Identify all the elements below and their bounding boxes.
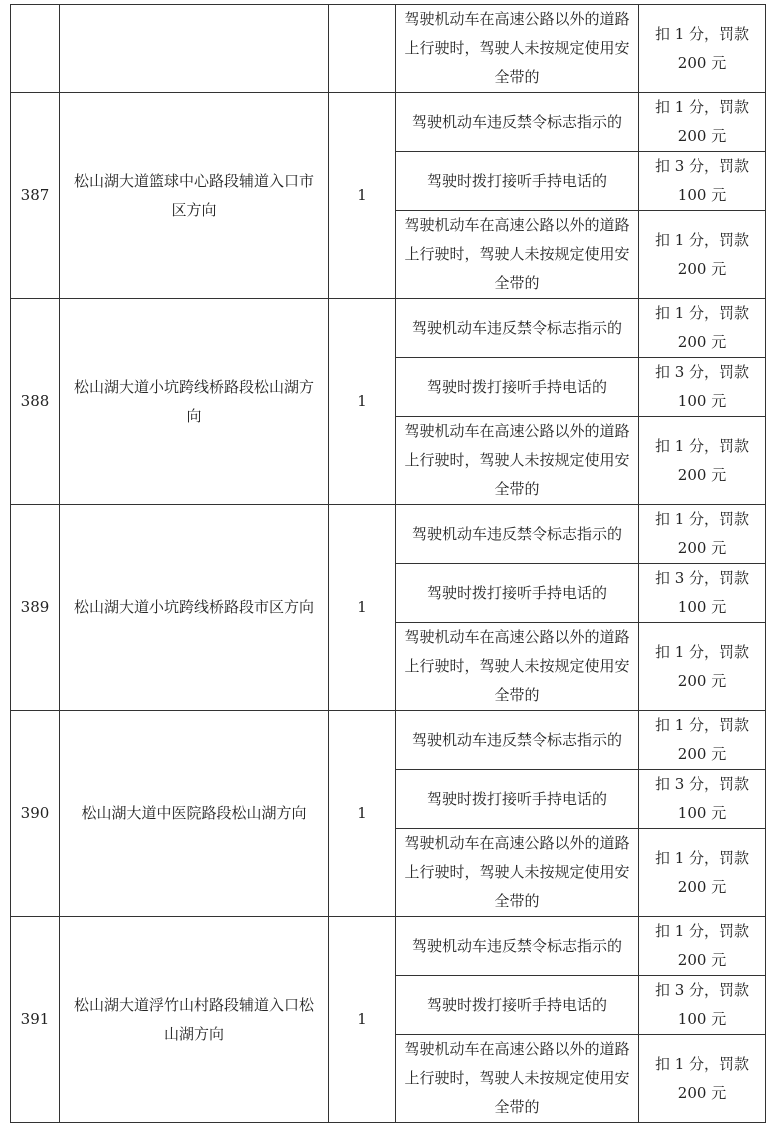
- count-cell: 1: [329, 711, 396, 917]
- penalty-cell: [639, 505, 766, 564]
- behavior-text: 驾驶机动车违反禁令标志指示的: [411, 112, 622, 131]
- penalty-text: 扣 3 分，罚款 100 元: [654, 981, 750, 1028]
- behavior-cell: [396, 829, 639, 917]
- behavior-cell: [396, 152, 639, 211]
- count-cell: 1: [329, 299, 396, 505]
- penalty-cell: [639, 5, 766, 93]
- count-cell: 1: [329, 505, 396, 711]
- violation-table: [10, 4, 766, 1123]
- penalty-cell: [639, 299, 766, 358]
- table-row: [11, 93, 766, 152]
- behavior-text: 驾驶时拨打接听手持电话的: [426, 789, 607, 808]
- behavior-text: 驾驶机动车在高速公路以外的道路上行驶时，驾驶人未按规定使用安全带的: [404, 834, 630, 910]
- penalty-text: 扣 3 分，罚款 100 元: [654, 363, 750, 410]
- behavior-text: 驾驶时拨打接听手持电话的: [426, 583, 607, 602]
- behavior-cell: [396, 623, 639, 711]
- location-cell: [60, 93, 329, 299]
- location-cell: [60, 5, 329, 93]
- penalty-cell: [639, 152, 766, 211]
- behavior-cell: [396, 5, 639, 93]
- penalty-cell: [639, 976, 766, 1035]
- behavior-cell: [396, 417, 639, 505]
- serial-number-cell: 391: [11, 917, 60, 1123]
- serial-number-cell: 388: [11, 299, 60, 505]
- location-cell: [60, 299, 329, 505]
- penalty-cell: [639, 711, 766, 770]
- penalty-cell: [639, 829, 766, 917]
- behavior-text: 驾驶时拨打接听手持电话的: [426, 995, 607, 1014]
- penalty-cell: [639, 93, 766, 152]
- table-row: [11, 917, 766, 976]
- penalty-text: 扣 1 分，罚款 200 元: [654, 1054, 750, 1102]
- table-row: [11, 711, 766, 770]
- penalty-text: 扣 1 分，罚款 200 元: [654, 848, 750, 896]
- behavior-text: 驾驶机动车违反禁令标志指示的: [411, 936, 622, 955]
- location-cell: [60, 917, 329, 1123]
- location-cell: [60, 711, 329, 917]
- behavior-cell: [396, 211, 639, 299]
- penalty-text: 扣 1 分，罚款 200 元: [654, 716, 750, 763]
- behavior-text: 驾驶机动车在高速公路以外的道路上行驶时，驾驶人未按规定使用安全带的: [404, 10, 630, 86]
- penalty-cell: [639, 1035, 766, 1123]
- location-text: 松山湖大道篮球中心路段辅道入口市区方向: [74, 171, 315, 219]
- behavior-cell: [396, 358, 639, 417]
- behavior-text: 驾驶机动车违反禁令标志指示的: [411, 524, 622, 543]
- penalty-text: 扣 1 分，罚款 200 元: [654, 510, 750, 557]
- location-text: 松山湖大道浮竹山村路段辅道入口松山湖方向: [74, 995, 315, 1043]
- behavior-text: 驾驶时拨打接听手持电话的: [426, 171, 607, 190]
- serial-number-cell: 387: [11, 93, 60, 299]
- table-row: [11, 299, 766, 358]
- location-cell: [60, 505, 329, 711]
- penalty-cell: [639, 417, 766, 505]
- penalty-cell: [639, 623, 766, 711]
- count-cell: [329, 5, 396, 93]
- behavior-cell: [396, 505, 639, 564]
- penalty-text: 扣 3 分，罚款 100 元: [654, 569, 750, 616]
- behavior-cell: [396, 564, 639, 623]
- serial-number-cell: 389: [11, 505, 60, 711]
- location-text: 松山湖大道小坑跨线桥路段市区方向: [74, 598, 315, 616]
- behavior-text: 驾驶机动车在高速公路以外的道路上行驶时，驾驶人未按规定使用安全带的: [404, 1040, 630, 1116]
- penalty-cell: [639, 770, 766, 829]
- behavior-cell: [396, 917, 639, 976]
- behavior-cell: [396, 711, 639, 770]
- serial-number-cell: 390: [11, 711, 60, 917]
- penalty-text: 扣 3 分，罚款 100 元: [654, 775, 750, 822]
- behavior-cell: [396, 1035, 639, 1123]
- count-cell: 1: [329, 917, 396, 1123]
- behavior-text: 驾驶机动车在高速公路以外的道路上行驶时，驾驶人未按规定使用安全带的: [404, 628, 630, 704]
- behavior-text: 驾驶机动车在高速公路以外的道路上行驶时，驾驶人未按规定使用安全带的: [404, 216, 630, 292]
- behavior-text: 驾驶时拨打接听手持电话的: [426, 377, 607, 396]
- penalty-text: 扣 1 分，罚款 200 元: [654, 642, 750, 690]
- behavior-cell: [396, 299, 639, 358]
- penalty-cell: [639, 211, 766, 299]
- penalty-cell: [639, 358, 766, 417]
- penalty-text: 扣 1 分，罚款 200 元: [654, 98, 750, 145]
- table-row: [11, 5, 766, 93]
- table-row: [11, 505, 766, 564]
- penalty-text: 扣 1 分，罚款 200 元: [654, 304, 750, 351]
- penalty-text: 扣 1 分，罚款 200 元: [654, 436, 750, 484]
- serial-number-cell: [11, 5, 60, 93]
- penalty-text: 扣 1 分，罚款 200 元: [654, 24, 750, 72]
- behavior-cell: [396, 93, 639, 152]
- behavior-cell: [396, 770, 639, 829]
- count-cell: 1: [329, 93, 396, 299]
- location-text: 松山湖大道小坑跨线桥路段松山湖方向: [74, 377, 315, 425]
- behavior-cell: [396, 976, 639, 1035]
- table-body: [11, 5, 766, 1123]
- behavior-text: 驾驶机动车违反禁令标志指示的: [411, 730, 622, 749]
- location-text: 松山湖大道中医院路段松山湖方向: [81, 804, 307, 822]
- penalty-cell: [639, 564, 766, 623]
- penalty-cell: [639, 917, 766, 976]
- behavior-text: 驾驶机动车在高速公路以外的道路上行驶时，驾驶人未按规定使用安全带的: [404, 422, 630, 498]
- penalty-text: 扣 1 分，罚款 200 元: [654, 230, 750, 278]
- behavior-text: 驾驶机动车违反禁令标志指示的: [411, 318, 622, 337]
- penalty-text: 扣 1 分，罚款 200 元: [654, 922, 750, 969]
- penalty-text: 扣 3 分，罚款 100 元: [654, 157, 750, 204]
